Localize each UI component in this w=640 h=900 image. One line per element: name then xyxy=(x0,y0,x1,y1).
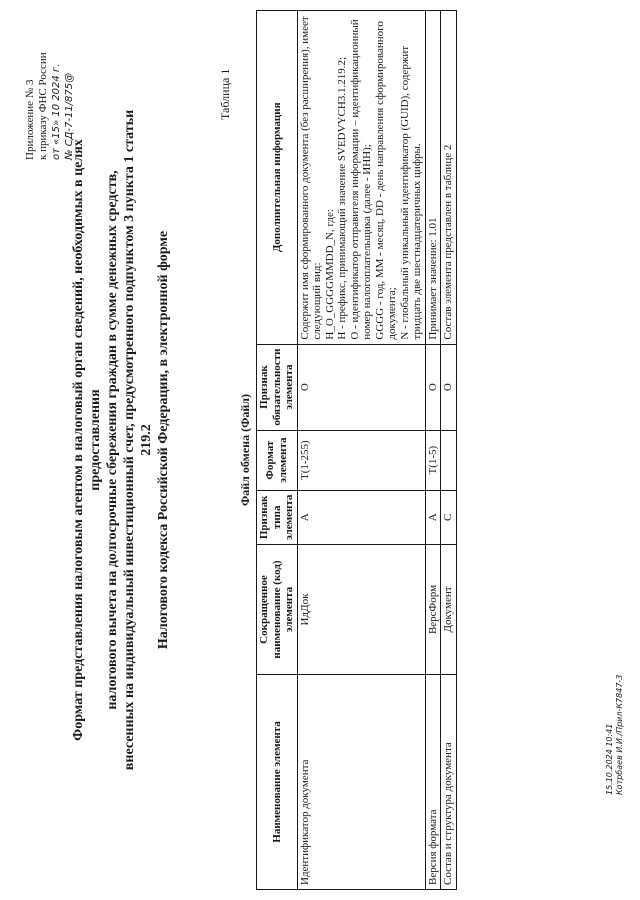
cell-type: А xyxy=(425,490,441,544)
footnote-line-2: Котрбаев И.И./Прил-К7847-3 xyxy=(615,674,624,795)
info-line: GGGG - год, MM - месяц, DD - день направления сформированного документа; xyxy=(373,21,398,340)
cell-name: Состав и структура документа xyxy=(441,675,457,890)
appendix-stamp xyxy=(24,10,76,160)
info-line: Содержит имя сформированного документа (без расширения), имеет следующий вид: xyxy=(298,16,323,340)
cell-code: ВерсФорм xyxy=(425,545,441,675)
cell-required: О xyxy=(297,344,425,430)
cell-required: О xyxy=(441,344,457,430)
info-line: H_O_GGGGMMDD_N, где: xyxy=(323,209,336,340)
appendix-date-line: от «15» 10 2024 г. xyxy=(51,63,62,160)
table-row xyxy=(425,11,441,890)
header-element-type: Признак типа элемента xyxy=(257,490,298,544)
cell-type: С xyxy=(441,490,457,544)
cell-info xyxy=(297,11,425,345)
table-number: Таблица 1 xyxy=(218,68,232,120)
header-element-name: Наименование элемента xyxy=(257,675,298,890)
title-line-4: Налогового кодекса Российской Федерации, в электронной форме xyxy=(156,230,171,650)
header-additional-info: Дополнительная информация xyxy=(257,11,298,345)
cell-code: Документ xyxy=(441,545,457,675)
footnote-line-1: 15.10.2024 10:41 xyxy=(605,723,614,795)
appendix-line-2: к приказу ФНС России xyxy=(37,52,49,160)
table-row xyxy=(441,11,457,890)
header-element-format: Формат элемента xyxy=(257,430,298,490)
appendix-number-line: № СД-7-11/875@ xyxy=(64,72,75,160)
print-footnote xyxy=(605,675,625,795)
cell-name: Версия формата xyxy=(425,675,441,890)
cell-info xyxy=(425,11,441,345)
cell-format xyxy=(441,430,457,490)
document-title xyxy=(70,100,172,780)
table-row xyxy=(297,11,425,890)
header-element-code: Сокращенное наименование (код) элемента xyxy=(257,545,298,675)
cell-format: T(1-5) xyxy=(425,430,441,490)
title-line-1: Формат представления налоговым агентом в налоговый орган сведений, необходимых в целях предоставления xyxy=(71,139,103,741)
info-line: H - префикс, принимающий значение SVEDVYCH3.1.219.2; xyxy=(336,56,348,340)
cell-name: Идентификатор документа xyxy=(297,675,425,890)
cell-type: А xyxy=(297,490,425,544)
exchange-file-table xyxy=(256,10,457,890)
cell-info xyxy=(441,11,457,345)
cell-required: О xyxy=(425,344,441,430)
table-header-row xyxy=(257,11,298,890)
title-line-3: внесенных на индивидуальный инвестиционный счет, предусмотренного подпунктом 3 пункта 1 статьи 219.2 xyxy=(122,109,154,771)
cell-format: T(1-255) xyxy=(297,430,425,490)
title-line-2: налогового вычета на долгосрочные сбережения граждан в сумме денежных средств, xyxy=(105,170,120,710)
header-element-required: Признак обязательности элемента xyxy=(257,344,298,430)
info-line: O - идентификатор отправителя информации – идентификационный номер налогоплательщика (далее - ИНН); xyxy=(348,19,373,340)
info-line: N - глобальный уникальный идентификатор (GUID), содержит тридцать две шестнадцатеричных цифры. xyxy=(398,45,423,340)
cell-code: ИдДок xyxy=(297,545,425,675)
appendix-line-1: Приложение № 3 xyxy=(24,79,36,160)
info-line: Принимает значение: 1.01 xyxy=(426,217,439,340)
info-line: Состав элемента представлен в таблице 2 xyxy=(442,144,454,340)
table-caption: Файл обмена (Файл) xyxy=(238,393,252,507)
